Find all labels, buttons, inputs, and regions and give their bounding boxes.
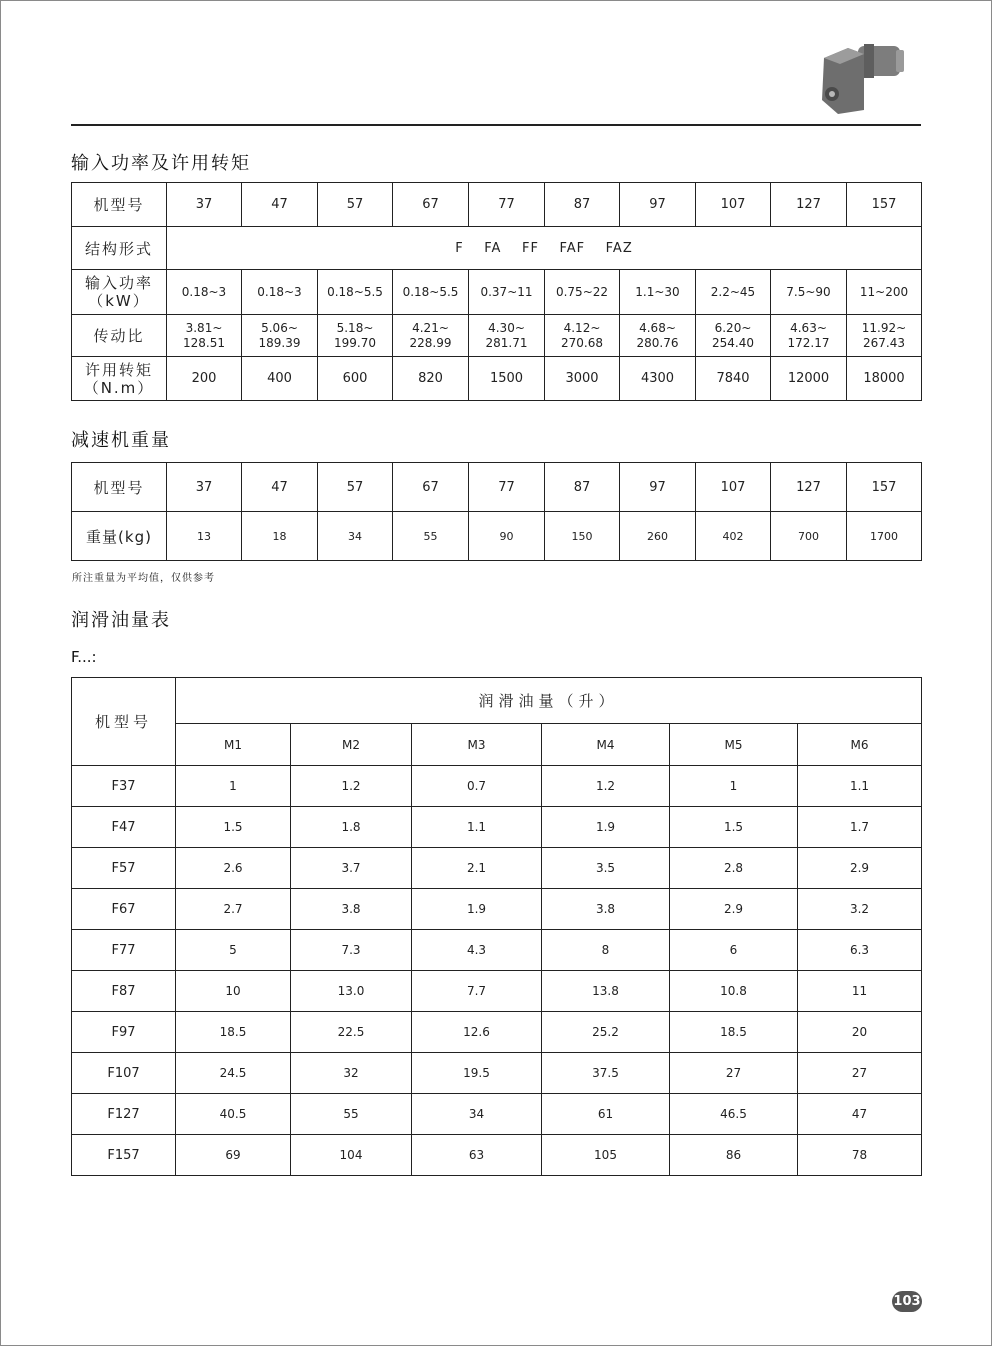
oil-value-cell: 18.5 bbox=[670, 1012, 798, 1053]
oil-value-cell: 1.2 bbox=[542, 766, 670, 807]
ratio-high: 281.71 bbox=[485, 335, 528, 350]
ratio-cell bbox=[242, 315, 318, 357]
weight-section-title: 减速机重量 bbox=[71, 430, 171, 451]
position-cell: M5 bbox=[670, 724, 798, 766]
oil-model-cell: F97 bbox=[72, 1012, 176, 1053]
oil-value-cell: 11 bbox=[798, 971, 922, 1012]
model-cell: 67 bbox=[393, 183, 469, 227]
ratio-high: 280.76 bbox=[636, 335, 679, 350]
torque-cell: 200 bbox=[167, 357, 242, 401]
oil-value-cell: 104 bbox=[291, 1135, 412, 1176]
torque-cell: 1500 bbox=[469, 357, 545, 401]
oil-value-cell: 13.8 bbox=[542, 971, 670, 1012]
model-cell: 77 bbox=[469, 463, 545, 512]
oil-value-cell: 46.5 bbox=[670, 1094, 798, 1135]
ratio-cell bbox=[696, 315, 771, 357]
oil-value-cell: 10 bbox=[176, 971, 291, 1012]
weight-cell: 402 bbox=[696, 512, 771, 561]
torque-cell: 3000 bbox=[545, 357, 620, 401]
power-cell: 1.1~30 bbox=[620, 270, 696, 315]
oil-sublabel: F...: bbox=[71, 648, 97, 666]
weight-cell: 18 bbox=[242, 512, 318, 561]
ratio-high: 267.43 bbox=[863, 335, 905, 350]
oil-value-cell: 10.8 bbox=[670, 971, 798, 1012]
oil-value-cell: 1.9 bbox=[542, 807, 670, 848]
oil-value-cell: 27 bbox=[798, 1053, 922, 1094]
oil-value-cell: 86 bbox=[670, 1135, 798, 1176]
oil-value-cell: 18.5 bbox=[176, 1012, 291, 1053]
weight-cell: 34 bbox=[318, 512, 393, 561]
oil-value-cell: 1.1 bbox=[798, 766, 922, 807]
ratio-low: 4.12~ bbox=[563, 320, 601, 335]
model-cell: 97 bbox=[620, 463, 696, 512]
oil-value-cell: 1.2 bbox=[291, 766, 412, 807]
torque-cell: 18000 bbox=[847, 357, 922, 401]
oil-value-cell: 3.2 bbox=[798, 889, 922, 930]
oil-value-cell: 3.7 bbox=[291, 848, 412, 889]
ratio-low: 4.21~ bbox=[412, 320, 449, 335]
oil-value-cell: 1.5 bbox=[670, 807, 798, 848]
oil-value-cell: 1.5 bbox=[176, 807, 291, 848]
oil-value-cell: 3.8 bbox=[542, 889, 670, 930]
structure-row bbox=[72, 227, 922, 270]
oil-amount-label: 润滑油量（升） bbox=[176, 678, 922, 724]
weight-cell: 90 bbox=[469, 512, 545, 561]
structure-value: F FA FF FAF FAZ bbox=[167, 227, 922, 270]
power-cell: 11~200 bbox=[847, 270, 922, 315]
ratio-low: 6.20~ bbox=[714, 320, 752, 335]
structure-label: 结构形式 bbox=[72, 227, 167, 270]
torque-label-line2: （N.m） bbox=[83, 378, 155, 397]
weight-cell: 260 bbox=[620, 512, 696, 561]
oil-value-cell: 1 bbox=[670, 766, 798, 807]
weight-note: 所注重量为平均值，仅供参考 bbox=[72, 573, 215, 584]
power-label-line1: 输入功率 bbox=[84, 274, 153, 292]
oil-value-cell: 0.7 bbox=[412, 766, 542, 807]
oil-value-cell: 25.2 bbox=[542, 1012, 670, 1053]
oil-value-cell: 2.9 bbox=[798, 848, 922, 889]
weight-cell: 55 bbox=[393, 512, 469, 561]
ratio-low: 3.81~ bbox=[185, 320, 223, 335]
oil-model-cell: F37 bbox=[72, 766, 176, 807]
ratio-cell bbox=[469, 315, 545, 357]
oil-row bbox=[72, 1012, 922, 1053]
model-label: 机型号 bbox=[72, 183, 167, 227]
oil-row bbox=[72, 766, 922, 807]
torque-cell: 400 bbox=[242, 357, 318, 401]
oil-value-cell: 55 bbox=[291, 1094, 412, 1135]
oil-value-cell: 13.0 bbox=[291, 971, 412, 1012]
oil-value-cell: 2.8 bbox=[670, 848, 798, 889]
torque-cell: 7840 bbox=[696, 357, 771, 401]
position-cell: M4 bbox=[542, 724, 670, 766]
ratio-high: 228.99 bbox=[409, 335, 452, 350]
ratio-high: 189.39 bbox=[258, 335, 301, 350]
oil-value-cell: 2.7 bbox=[176, 889, 291, 930]
oil-value-cell: 37.5 bbox=[542, 1053, 670, 1094]
power-cell: 0.75~22 bbox=[545, 270, 620, 315]
power-cell: 0.18~3 bbox=[167, 270, 242, 315]
oil-value-cell: 1.1 bbox=[412, 807, 542, 848]
model-cell: 107 bbox=[696, 463, 771, 512]
ratio-row bbox=[72, 315, 922, 357]
oil-value-cell: 3.5 bbox=[542, 848, 670, 889]
model-row bbox=[72, 183, 922, 227]
oil-model-cell: F67 bbox=[72, 889, 176, 930]
model-cell: 37 bbox=[167, 183, 242, 227]
model-cell: 87 bbox=[545, 183, 620, 227]
oil-value-cell: 22.5 bbox=[291, 1012, 412, 1053]
position-cell: M3 bbox=[412, 724, 542, 766]
model-cell: 47 bbox=[242, 183, 318, 227]
oil-model-cell: F127 bbox=[72, 1094, 176, 1135]
model-cell: 87 bbox=[545, 463, 620, 512]
model-cell: 57 bbox=[318, 463, 393, 512]
oil-value-cell: 8 bbox=[542, 930, 670, 971]
power-cell: 0.18~5.5 bbox=[318, 270, 393, 315]
oil-value-cell: 3.8 bbox=[291, 889, 412, 930]
oil-value-cell: 1.8 bbox=[291, 807, 412, 848]
torque-cell: 600 bbox=[318, 357, 393, 401]
ratio-high: 172.17 bbox=[787, 335, 830, 350]
ratio-high: 270.68 bbox=[561, 335, 603, 350]
weight-cell: 13 bbox=[167, 512, 242, 561]
oil-value-cell: 20 bbox=[798, 1012, 922, 1053]
oil-position-row bbox=[72, 724, 922, 766]
ratio-cell bbox=[620, 315, 696, 357]
oil-value-cell: 2.9 bbox=[670, 889, 798, 930]
oil-value-cell: 32 bbox=[291, 1053, 412, 1094]
ratio-low: 5.06~ bbox=[261, 320, 298, 335]
oil-model-cell: F157 bbox=[72, 1135, 176, 1176]
ratio-cell bbox=[393, 315, 469, 357]
oil-value-cell: 19.5 bbox=[412, 1053, 542, 1094]
ratio-high: 254.40 bbox=[712, 335, 754, 350]
ratio-cell bbox=[545, 315, 620, 357]
oil-value-cell: 1.9 bbox=[412, 889, 542, 930]
model-cell: 127 bbox=[771, 183, 847, 227]
power-label bbox=[72, 270, 167, 315]
oil-table bbox=[71, 677, 922, 1176]
model-cell: 57 bbox=[318, 183, 393, 227]
weight-table bbox=[71, 462, 922, 561]
model-cell: 47 bbox=[242, 463, 318, 512]
header-rule bbox=[71, 124, 921, 126]
power-torque-table bbox=[71, 182, 922, 401]
oil-model-cell: F57 bbox=[72, 848, 176, 889]
ratio-low: 4.30~ bbox=[488, 320, 525, 335]
oil-model-label: 机型号 bbox=[72, 678, 176, 766]
model-cell: 157 bbox=[847, 463, 922, 512]
torque-label-line1: 许用转矩 bbox=[84, 360, 153, 379]
ratio-cell bbox=[167, 315, 242, 357]
oil-row bbox=[72, 1053, 922, 1094]
oil-value-cell: 78 bbox=[798, 1135, 922, 1176]
ratio-high: 128.51 bbox=[183, 335, 225, 350]
oil-row bbox=[72, 889, 922, 930]
power-cell: 0.18~3 bbox=[242, 270, 318, 315]
oil-model-cell: F107 bbox=[72, 1053, 176, 1094]
torque-cell: 12000 bbox=[771, 357, 847, 401]
oil-value-cell: 6.3 bbox=[798, 930, 922, 971]
model-cell: 67 bbox=[393, 463, 469, 512]
oil-value-cell: 5 bbox=[176, 930, 291, 971]
ratio-cell bbox=[771, 315, 847, 357]
oil-model-cell: F77 bbox=[72, 930, 176, 971]
model-cell: 127 bbox=[771, 463, 847, 512]
oil-row bbox=[72, 1135, 922, 1176]
power-cell: 7.5~90 bbox=[771, 270, 847, 315]
ratio-label: 传动比 bbox=[72, 315, 167, 357]
ratio-low: 5.18~ bbox=[336, 320, 374, 335]
power-section-title: 输入功率及许用转矩 bbox=[71, 153, 251, 174]
oil-section-title: 润滑油量表 bbox=[71, 610, 171, 631]
oil-row bbox=[72, 848, 922, 889]
oil-value-cell: 47 bbox=[798, 1094, 922, 1135]
oil-header-row bbox=[72, 678, 922, 724]
weight-label: 重量(kg) bbox=[72, 512, 167, 561]
oil-value-cell: 61 bbox=[542, 1094, 670, 1135]
weight-value-row bbox=[72, 512, 922, 561]
oil-value-cell: 7.7 bbox=[412, 971, 542, 1012]
oil-value-cell: 6 bbox=[670, 930, 798, 971]
oil-value-cell: 69 bbox=[176, 1135, 291, 1176]
gear-reducer-icon bbox=[818, 40, 906, 116]
ratio-high: 199.70 bbox=[334, 335, 376, 350]
model-cell: 37 bbox=[167, 463, 242, 512]
position-cell: M1 bbox=[176, 724, 291, 766]
power-cell: 0.18~5.5 bbox=[393, 270, 469, 315]
model-cell: 107 bbox=[696, 183, 771, 227]
oil-value-cell: 12.6 bbox=[412, 1012, 542, 1053]
oil-value-cell: 2.6 bbox=[176, 848, 291, 889]
power-cell: 0.37~11 bbox=[469, 270, 545, 315]
oil-value-cell: 7.3 bbox=[291, 930, 412, 971]
ratio-cell bbox=[847, 315, 922, 357]
torque-label bbox=[72, 357, 167, 401]
oil-value-cell: 1.7 bbox=[798, 807, 922, 848]
oil-row bbox=[72, 807, 922, 848]
oil-value-cell: 24.5 bbox=[176, 1053, 291, 1094]
torque-cell: 4300 bbox=[620, 357, 696, 401]
oil-value-cell: 4.3 bbox=[412, 930, 542, 971]
power-row bbox=[72, 270, 922, 315]
ratio-cell bbox=[318, 315, 393, 357]
oil-row bbox=[72, 1094, 922, 1135]
oil-model-cell: F47 bbox=[72, 807, 176, 848]
page-number-badge: 103 bbox=[892, 1291, 922, 1312]
model-cell: 157 bbox=[847, 183, 922, 227]
oil-value-cell: 27 bbox=[670, 1053, 798, 1094]
position-cell: M2 bbox=[291, 724, 412, 766]
oil-value-cell: 1 bbox=[176, 766, 291, 807]
model-label: 机型号 bbox=[72, 463, 167, 512]
power-cell: 2.2~45 bbox=[696, 270, 771, 315]
ratio-low: 4.68~ bbox=[639, 320, 676, 335]
torque-cell: 820 bbox=[393, 357, 469, 401]
oil-table-body bbox=[72, 766, 922, 1176]
ratio-low: 11.92~ bbox=[861, 320, 907, 335]
oil-model-cell: F87 bbox=[72, 971, 176, 1012]
oil-value-cell: 34 bbox=[412, 1094, 542, 1135]
oil-row bbox=[72, 971, 922, 1012]
oil-value-cell: 2.1 bbox=[412, 848, 542, 889]
position-cell: M6 bbox=[798, 724, 922, 766]
oil-row bbox=[72, 930, 922, 971]
ratio-low: 4.63~ bbox=[790, 320, 827, 335]
torque-row bbox=[72, 357, 922, 401]
weight-cell: 1700 bbox=[847, 512, 922, 561]
weight-cell: 150 bbox=[545, 512, 620, 561]
model-cell: 77 bbox=[469, 183, 545, 227]
weight-cell: 700 bbox=[771, 512, 847, 561]
weight-model-row bbox=[72, 463, 922, 512]
oil-value-cell: 63 bbox=[412, 1135, 542, 1176]
power-label-line2: （kW） bbox=[88, 292, 150, 310]
oil-value-cell: 105 bbox=[542, 1135, 670, 1176]
oil-value-cell: 40.5 bbox=[176, 1094, 291, 1135]
model-cell: 97 bbox=[620, 183, 696, 227]
